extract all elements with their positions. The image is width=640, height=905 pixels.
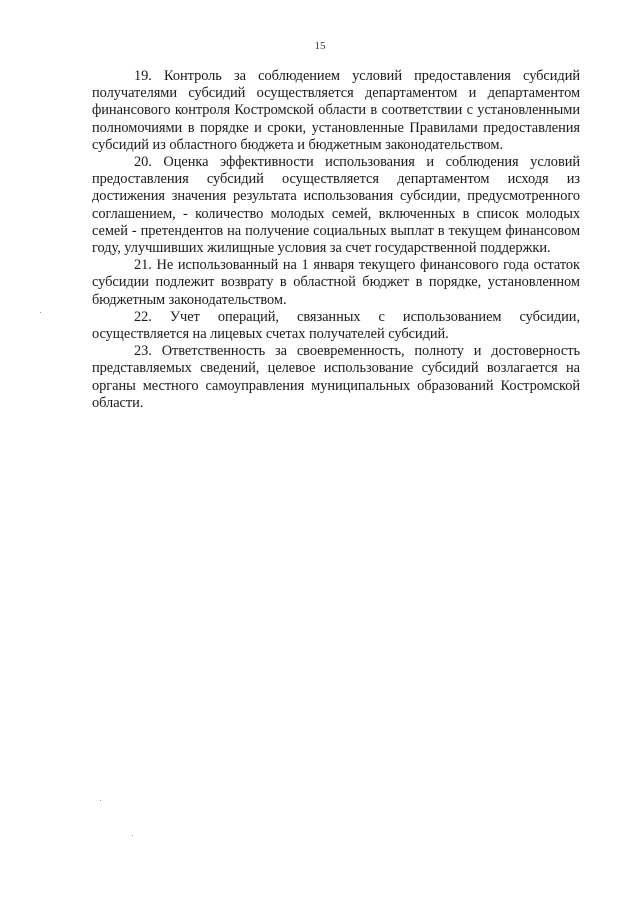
paragraph-23: 23. Ответственность за своевременность, полноту и достоверность представляемых сведений, целевое использование субсидий возлагается на органы местного самоуправления муниципальных образований Костромской области. bbox=[92, 343, 580, 411]
paragraph-22: 22. Учет операций, связанных с использованием субсидии, осуществляется на лицевых счетах получателей субсидий. bbox=[92, 308, 580, 343]
paragraph-19: 19. Контроль за соблюдением условий предоставления субсидий получателями субсидий осуществляется департаментом и департаментом финансового контроля Костромской области в соответствии с установленными полномочиями в порядке и сроки, установленные Правилами предоставления субсидий из областного бюджета и бюджетным законодательством. bbox=[92, 68, 580, 153]
paragraph-21: 21. Не использованный на 1 января текущего финансового года остаток субсидии подлежит возврату в областной бюджет в порядке, установленном бюджетным законодательством. bbox=[92, 257, 580, 308]
scan-speck bbox=[40, 312, 41, 313]
scan-speck bbox=[100, 800, 101, 801]
page-number: 15 bbox=[314, 40, 326, 52]
document-body bbox=[92, 68, 580, 412]
paragraph-20: 20. Оценка эффективности использования и соблюдения условий предоставления субсидий осуществляется департаментом исходя из достижения значения результата использования субсидии, предусмотренного соглашением, - количество молодых семей, включенных в список молодых семей - претендентов на получение социальных выплат в текущем финансовом году, улучшивших жилищные условия за счет государственной поддержки. bbox=[92, 154, 580, 257]
scan-speck bbox=[132, 835, 133, 836]
